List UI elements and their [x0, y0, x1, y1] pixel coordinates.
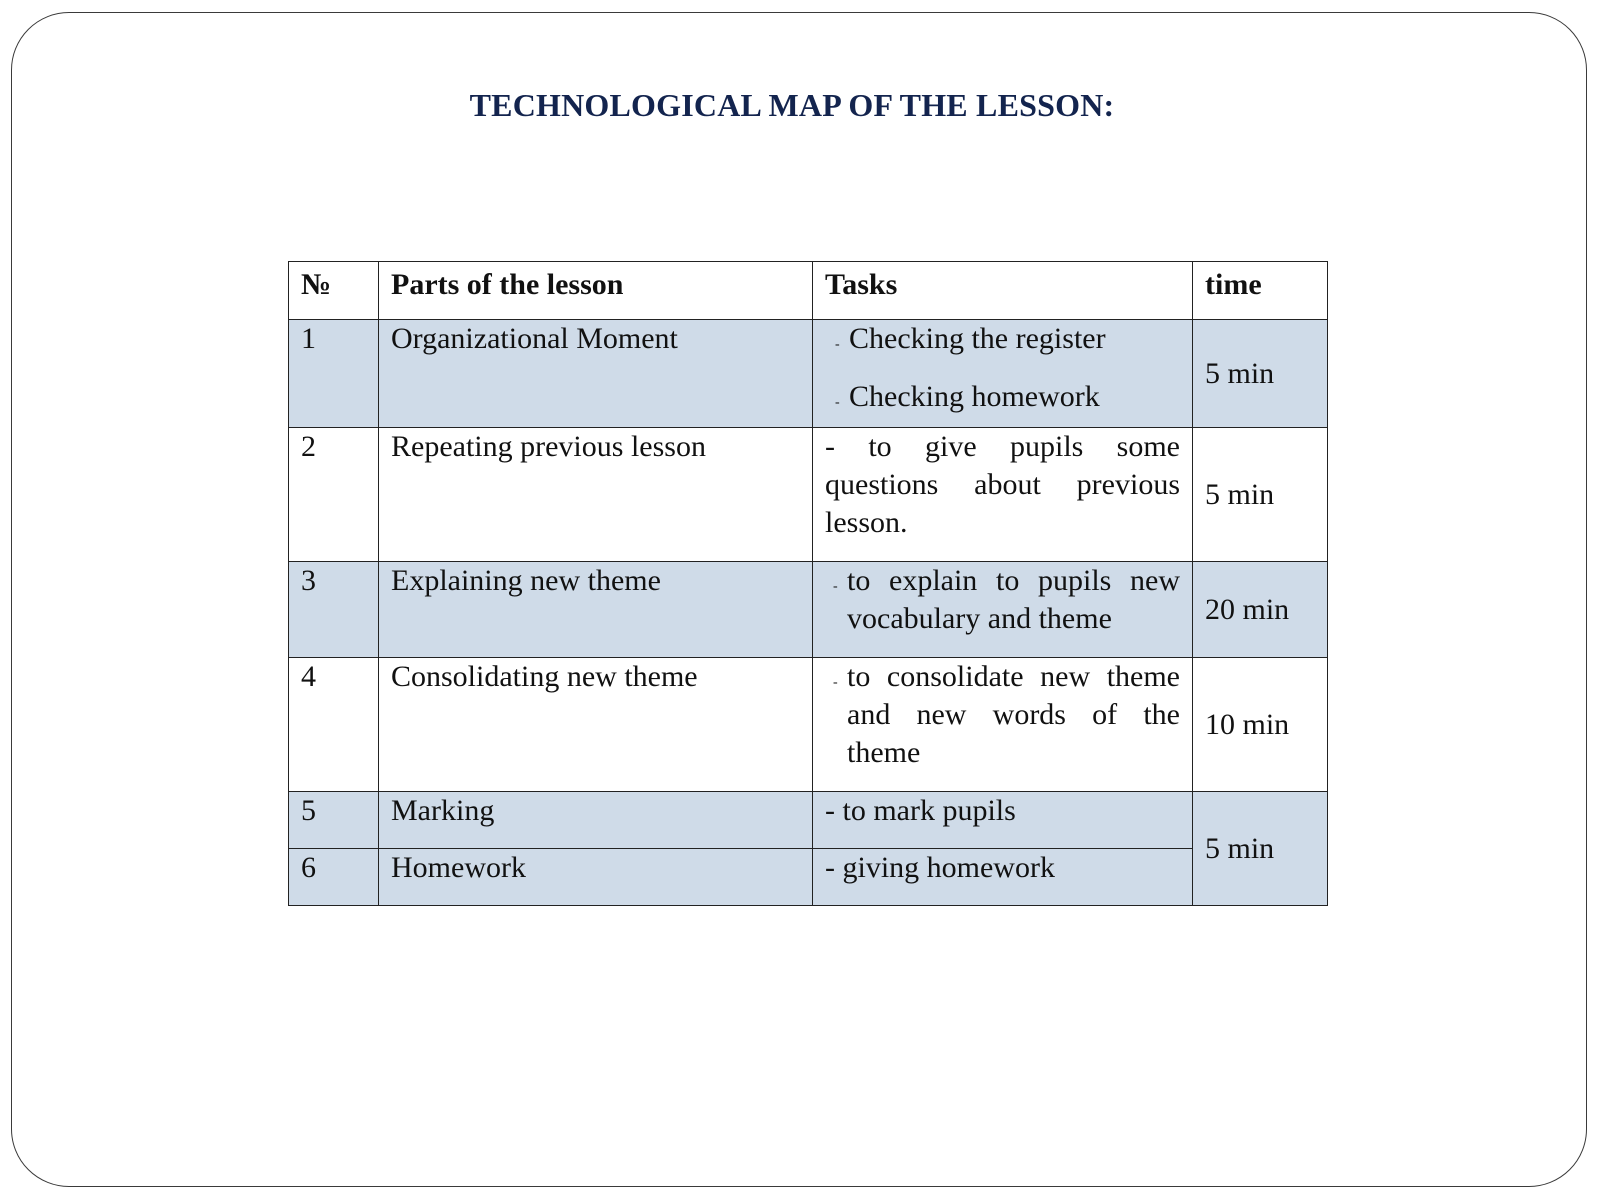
row-tasks: [813, 320, 1193, 428]
task-item: [833, 658, 1180, 772]
row-number: 4: [289, 658, 379, 792]
header-tasks: Tasks: [813, 262, 1193, 320]
bullet-dash: -: [833, 675, 838, 690]
row-time: 5 min: [1193, 792, 1328, 906]
row-part: Organizational Moment: [379, 320, 813, 428]
table-row: [289, 792, 1328, 849]
table-row: [289, 562, 1328, 658]
task-text: Checking the register: [849, 322, 1106, 355]
table-row: [289, 428, 1328, 562]
task-text: Checking homework: [849, 380, 1100, 413]
row-part: Homework: [379, 849, 813, 906]
row-part: Repeating previous lesson: [379, 428, 813, 562]
row-tasks: [813, 658, 1193, 792]
task-text: to explain to pupils new vocabulary and theme: [847, 564, 1180, 635]
row-time: 10 min: [1193, 658, 1328, 792]
row-number: 2: [289, 428, 379, 562]
table-row: [289, 658, 1328, 792]
row-tasks: - to give pupils some questions about previous lesson.: [813, 428, 1193, 562]
row-part: Explaining new theme: [379, 562, 813, 658]
row-tasks: - giving homework: [813, 849, 1193, 906]
page-title: TECHNOLOGICAL MAP OF THE LESSON:: [469, 87, 1115, 123]
row-tasks: - to mark pupils: [813, 792, 1193, 849]
row-part: Marking: [379, 792, 813, 849]
task-text: to consolidate new theme and new words of the theme: [847, 660, 1180, 769]
task-item: [835, 320, 1180, 364]
slide-frame: [11, 12, 1587, 1187]
table-row: [289, 849, 1328, 906]
task-item: [833, 562, 1180, 638]
table-row: [289, 320, 1328, 428]
task-item: [835, 378, 1180, 422]
table-header-row: [289, 262, 1328, 320]
bullet-dash: -: [833, 579, 838, 594]
row-number: 1: [289, 320, 379, 428]
header-number: №: [289, 262, 379, 320]
row-number: 5: [289, 792, 379, 849]
row-tasks: [813, 562, 1193, 658]
row-part: Consolidating new theme: [379, 658, 813, 792]
row-time: 20 min: [1193, 562, 1328, 658]
header-time: time: [1193, 262, 1328, 320]
row-number: 3: [289, 562, 379, 658]
bullet-dash: -: [835, 337, 840, 352]
row-time: 5 min: [1193, 320, 1328, 428]
header-parts: Parts of the lesson: [379, 262, 813, 320]
bullet-dash: -: [835, 395, 840, 410]
row-number: 6: [289, 849, 379, 906]
row-time: 5 min: [1193, 428, 1328, 562]
lesson-table: [288, 261, 1328, 906]
